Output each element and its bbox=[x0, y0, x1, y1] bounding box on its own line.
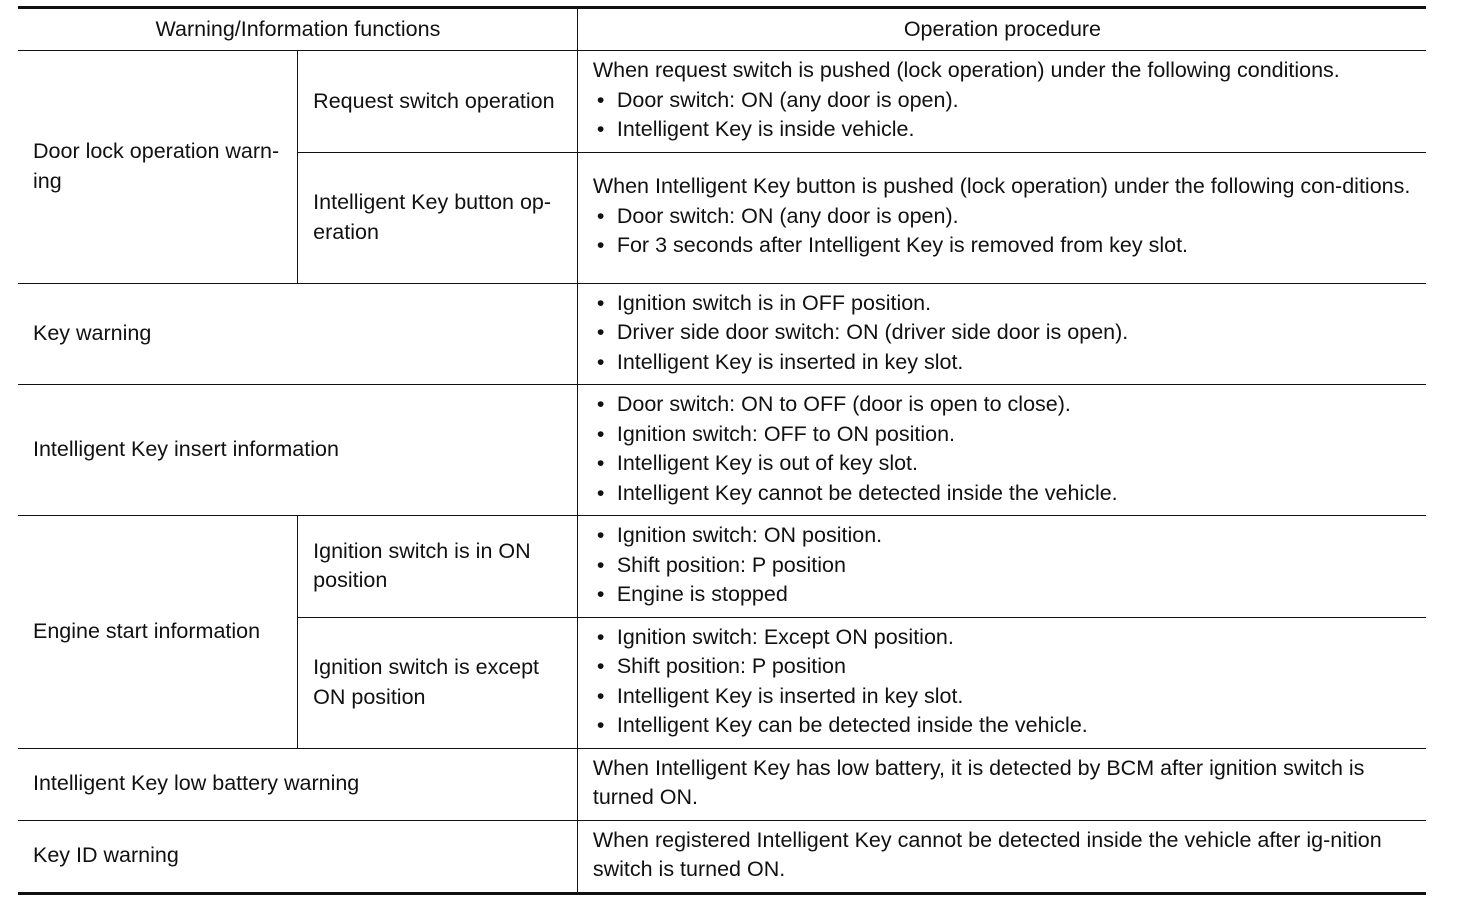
list-item: • Ignition switch: OFF to ON position. bbox=[593, 420, 1412, 450]
insert-info-procedure bbox=[577, 385, 1426, 516]
procedure-intro: When Intelligent Key button is pushed (lock operation) under the following con-ditions. bbox=[592, 174, 1411, 199]
low-battery-procedure: When Intelligent Key has low battery, it is detected by BCM after ignition switch is turned ON. bbox=[577, 748, 1426, 820]
list-item: • Intelligent Key is inserted in key slot. bbox=[593, 348, 1412, 378]
list-item: • Door switch: ON to OFF (door is open to close). bbox=[593, 390, 1412, 420]
table-header-row bbox=[18, 8, 1426, 51]
table-row bbox=[18, 385, 1426, 516]
list-item: • Ignition switch: ON position. bbox=[593, 521, 1412, 551]
list-item: • Ignition switch is in OFF position. bbox=[593, 289, 1412, 319]
header-functions: Warning/Information functions bbox=[18, 8, 577, 51]
key-id-label: Key ID warning bbox=[18, 820, 577, 893]
condition-list bbox=[593, 289, 1412, 378]
key-button-procedure bbox=[577, 152, 1426, 283]
key-id-procedure: When registered Intelligent Key cannot be detected inside the vehicle after ig-nition switch is turned ON. bbox=[577, 820, 1426, 893]
condition-list bbox=[593, 521, 1412, 610]
key-button-label: Intelligent Key button op-eration bbox=[298, 152, 578, 283]
list-item: • Intelligent Key is inserted in key slot. bbox=[593, 682, 1412, 712]
table-row bbox=[18, 820, 1426, 893]
list-item: • Door switch: ON (any door is open). bbox=[593, 202, 1412, 232]
table-row bbox=[18, 283, 1426, 385]
list-item: • Driver side door switch: ON (driver side door is open). bbox=[593, 318, 1412, 348]
key-warning-label: Key warning bbox=[18, 283, 577, 385]
table-row bbox=[18, 51, 1426, 153]
ignition-on-procedure bbox=[577, 516, 1426, 618]
key-warning-procedure bbox=[577, 283, 1426, 385]
ignition-except-on-procedure bbox=[577, 617, 1426, 748]
list-item: • Door switch: ON (any door is open). bbox=[593, 86, 1412, 116]
list-item: • Intelligent Key is out of key slot. bbox=[593, 449, 1412, 479]
table-row bbox=[18, 748, 1426, 820]
list-item: • Engine is stopped bbox=[593, 580, 1412, 610]
warning-function-table bbox=[18, 6, 1426, 895]
ignition-on-label: Ignition switch is in ON position bbox=[298, 516, 578, 618]
list-item: • Ignition switch: Except ON position. bbox=[593, 623, 1412, 653]
ignition-except-on-label: Ignition switch is except ON position bbox=[298, 617, 578, 748]
condition-list bbox=[593, 202, 1412, 261]
list-item: • Shift position: P position bbox=[593, 551, 1412, 581]
procedure-intro: When request switch is pushed (lock operation) under the following conditions. bbox=[592, 58, 1340, 82]
condition-list bbox=[593, 86, 1412, 145]
insert-info-label: Intelligent Key insert information bbox=[18, 385, 577, 516]
request-switch-label: Request switch operation bbox=[298, 51, 578, 153]
list-item: • Intelligent Key cannot be detected inside the vehicle. bbox=[593, 479, 1412, 509]
request-switch-procedure bbox=[577, 51, 1426, 153]
list-item: • Shift position: P position bbox=[593, 652, 1412, 682]
list-item: • Intelligent Key can be detected inside the vehicle. bbox=[593, 711, 1412, 741]
list-item: • Intelligent Key is inside vehicle. bbox=[593, 115, 1412, 145]
condition-list bbox=[593, 623, 1412, 741]
header-procedure: Operation procedure bbox=[577, 8, 1426, 51]
door-lock-warning-text: Door lock operation warn-ing bbox=[33, 139, 280, 193]
engine-start-label: Engine start information bbox=[18, 516, 298, 749]
door-lock-warning-label bbox=[18, 51, 298, 284]
low-battery-label: Intelligent Key low battery warning bbox=[18, 748, 577, 820]
table-row bbox=[18, 516, 1426, 618]
list-item: • For 3 seconds after Intelligent Key is removed from key slot. bbox=[593, 231, 1412, 261]
condition-list bbox=[593, 390, 1412, 508]
